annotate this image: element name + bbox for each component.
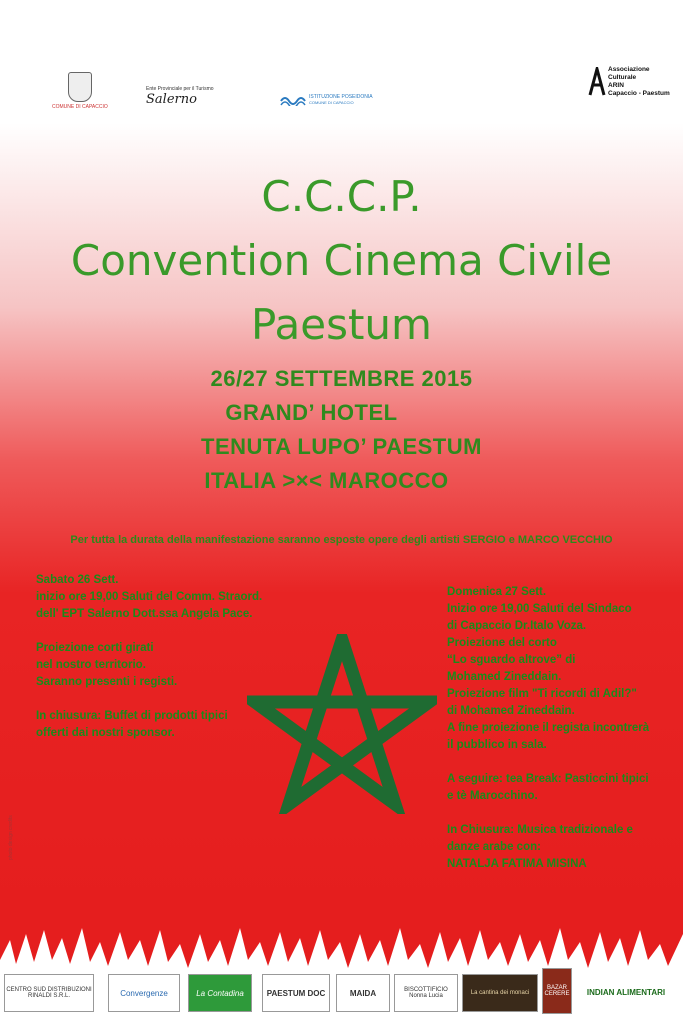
sponsor-logo <box>394 974 458 1012</box>
sponsor-strip <box>0 966 683 1024</box>
sunday-program <box>447 584 649 873</box>
program-line: Mohamed Zineddain. <box>447 671 562 683</box>
sponsor-name: MAIDA <box>349 988 377 998</box>
comune-logo <box>52 72 108 110</box>
arin-line3: ARIN <box>608 82 624 89</box>
program-line: di Mohamed Zineddain. <box>447 705 575 717</box>
artists-note: Per tutta la durata della manifestazione saranno esposte opere degli artisti SERGIO e MARCO VECCHIO <box>70 534 613 546</box>
arin-line4: Capaccio - Paestum <box>608 90 670 97</box>
program-line: Domenica 27 Sett. <box>447 586 547 598</box>
ept-line1: Ente Provinciale per il Turismo <box>146 86 214 92</box>
poster-title <box>0 165 683 357</box>
header-logos <box>0 66 683 116</box>
sponsor-name: La Contadina <box>196 988 244 998</box>
sponsor-logo <box>336 974 390 1012</box>
title-place: Paestum <box>251 300 432 349</box>
istituzione-name: ISTITUZIONE POSEIDONIA <box>309 93 373 100</box>
event-date: 26/27 SETTEMBRE 2015 <box>210 366 473 391</box>
title-acronym: C.C.C.P. <box>261 172 422 221</box>
program-line: inizio ore 19,00 Saluti del Comm. Straord. <box>36 591 263 603</box>
program-line: offerti dai nostri sponsor. <box>36 727 175 739</box>
program-line: Saranno presenti i registi. <box>36 676 178 688</box>
program-line: NATALJA FATIMA MISINA <box>447 858 587 870</box>
ept-line2: Salerno <box>146 92 197 107</box>
arin-line1: Associazione <box>608 66 650 73</box>
program-line: A seguire: tea Break: Pasticcini tipici <box>447 773 649 785</box>
sponsor-logo <box>4 974 94 1012</box>
program-line: dell' EPT Salerno Dott.ssa Angela Pace. <box>36 608 253 620</box>
sponsor-name: INDIAN ALIMENTARI <box>586 987 666 997</box>
program-line: di Capaccio Dr.Italo Voza. <box>447 620 587 632</box>
program-line: Inizio ore 19,00 Saluti del Sindaco <box>447 603 632 615</box>
istituzione-sub: COMUNE DI CAPACCIO <box>309 99 354 105</box>
arin-logo <box>588 66 670 98</box>
program-line: nel nostro territorio. <box>36 659 146 671</box>
arin-a-icon <box>588 67 606 97</box>
sponsor-name: Convergenze <box>120 988 168 998</box>
program-line: Proiezione del corto <box>447 637 557 649</box>
sponsor-name: CENTRO SUD DISTRIBUZIONI RINALDI S.R.L. <box>6 987 92 999</box>
program-line: Sabato 26 Sett. <box>36 574 119 586</box>
line-gap <box>447 805 649 822</box>
line-gap <box>447 754 649 771</box>
sponsor-name: BISCOTTIFICIO Nonna Lucia <box>404 987 448 999</box>
event-venue-1: GRAND’ HOTEL <box>225 400 398 425</box>
line-gap <box>36 623 262 640</box>
ept-logo <box>146 86 214 107</box>
sponsor-logo <box>542 968 572 1014</box>
program-line: danze arabe con: <box>447 841 541 853</box>
arin-line2: Culturale <box>608 74 637 81</box>
sponsor-logo <box>188 974 252 1012</box>
program-line: il pubblico in sala. <box>447 739 547 751</box>
sponsor-name: BAZAR CERERE <box>544 985 570 997</box>
event-details <box>0 362 683 498</box>
program-line: “Lo sguardo altrove” di <box>447 654 576 666</box>
moroccan-star-icon <box>247 634 437 814</box>
sponsor-logo <box>576 974 676 1010</box>
event-countries: ITALIA >×< MAROCCO <box>204 468 449 493</box>
program-line: Proiezione corti girati <box>36 642 154 654</box>
photo-credit: photo design credits <box>8 815 14 860</box>
istituzione-logo <box>280 92 373 106</box>
program-line: Proiezione film "Ti ricordi di Adil?" <box>447 688 637 700</box>
waves-icon <box>280 92 306 106</box>
program-line: e tè Marocchino. <box>447 790 538 802</box>
sponsor-name: PAESTUM DOC <box>266 988 326 998</box>
comune-label: COMUNE DI CAPACCIO <box>52 104 108 110</box>
program-line: A fine proiezione il regista incontrerà <box>447 722 650 734</box>
sponsor-name: La cantina dei monaci <box>470 990 530 996</box>
program-line: In chiusura: Buffet di prodotti tipici <box>36 710 228 722</box>
sponsor-logo <box>262 974 330 1012</box>
sponsor-logo <box>462 974 538 1012</box>
sponsor-logo <box>108 974 180 1012</box>
title-name: Convention Cinema Civile <box>70 236 613 285</box>
program-line: In Chiusura: Musica tradizionale e <box>447 824 633 836</box>
saturday-program <box>36 572 262 742</box>
event-venue-2: TENUTA LUPO’ PAESTUM <box>201 434 482 459</box>
crest-icon <box>68 72 92 102</box>
line-gap <box>36 691 262 708</box>
